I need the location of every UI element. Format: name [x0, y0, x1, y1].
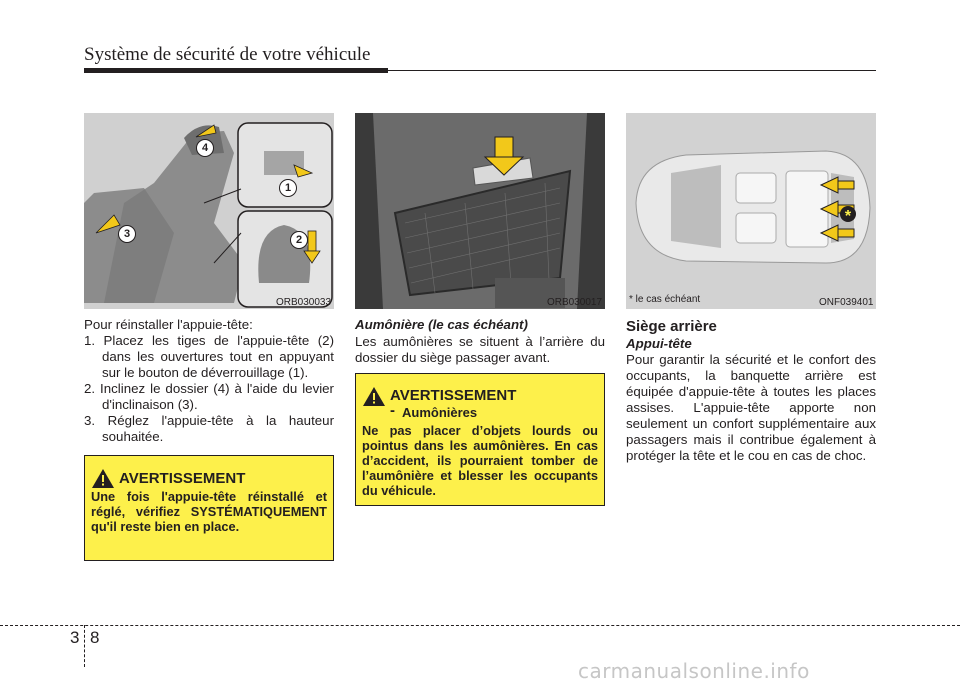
section-subheading: Appui-tête [626, 336, 692, 351]
figure-code: ORB030017 [547, 297, 603, 308]
step-list [84, 333, 334, 445]
callout-3: 3 [118, 225, 136, 243]
header-bar [84, 68, 388, 73]
figure-headrest [84, 113, 334, 309]
footer-rule [0, 625, 960, 626]
page-number: 8 [90, 628, 100, 647]
list-item: 2. Inclinez le dossier (4) à l'aide du levier d'inclinaison (3). [84, 381, 334, 412]
warning-dash: - [390, 402, 395, 419]
header-rule [388, 70, 876, 71]
warning-text: Ne pas placer d’objets lourds ou pointus dans les aumônières. En cas d’accident, ils pourraient tomber de l’aumônière et blesser les occupants du véhicule. [362, 423, 598, 498]
seat-pocket-illustration [355, 113, 605, 309]
watermark: carmanualsonline.info [578, 659, 810, 683]
figure-code: ONF039401 [819, 297, 874, 308]
col1-body [84, 317, 334, 445]
list-item: 1. Placez les tiges de l'appuie-tête (2) dans les ouvertures tout en appuyant sur le bouton de déverrouillage (1). [84, 333, 334, 380]
section-heading: Siège arrière [626, 318, 717, 335]
chapter-number: 3 [70, 628, 80, 647]
warning-title: AVERTISSEMENT [119, 470, 246, 487]
warning-title: AVERTISSEMENT [390, 387, 517, 404]
footer-divider [84, 625, 85, 667]
warning-icon [92, 469, 114, 488]
callout-4: 4 [196, 139, 214, 157]
intro-text: Pour réinstaller l'appuie-tête: [84, 317, 253, 332]
car-top-illustration [626, 113, 876, 309]
warning-box-headrest [84, 455, 334, 561]
figure-code: ORB030033 [276, 297, 332, 308]
svg-text:*: * [844, 208, 852, 225]
warning-icon [363, 387, 385, 406]
section-heading: Aumônière (le cas échéant) [355, 317, 528, 332]
figure-note: * le cas échéant [629, 294, 701, 305]
callout-2: 2 [290, 231, 308, 249]
callout-1: 1 [279, 179, 297, 197]
figure-rear-seat [626, 113, 876, 309]
warning-text: Une fois l'appuie-tête réinstallé et réglé, vérifiez SYSTÉMATIQUEMENT qu'il reste bien en place. [91, 489, 327, 534]
list-item: 3. Réglez l'appuie-tête à la hauteur souhaitée. [84, 413, 334, 444]
figure-seat-pocket [355, 113, 605, 309]
col3-body: Pour garantir la sécurité et le confort des occupants, la banquette arrière est équipée d'appuie-tête à toutes les places assises. L'appuie-tête apporte non seulement un confort supplémentaire aux passagers mais il contribue également à protéger la tête et le cou en cas de choc. [626, 352, 876, 463]
page-title: Système de sécurité de votre véhicule [84, 44, 371, 65]
warning-box-pocket [355, 373, 605, 506]
warning-subtitle: Aumônières [402, 405, 478, 420]
col2-body: Les aumônières se situent à l’arrière du dossier du siège passager avant. [355, 334, 605, 365]
